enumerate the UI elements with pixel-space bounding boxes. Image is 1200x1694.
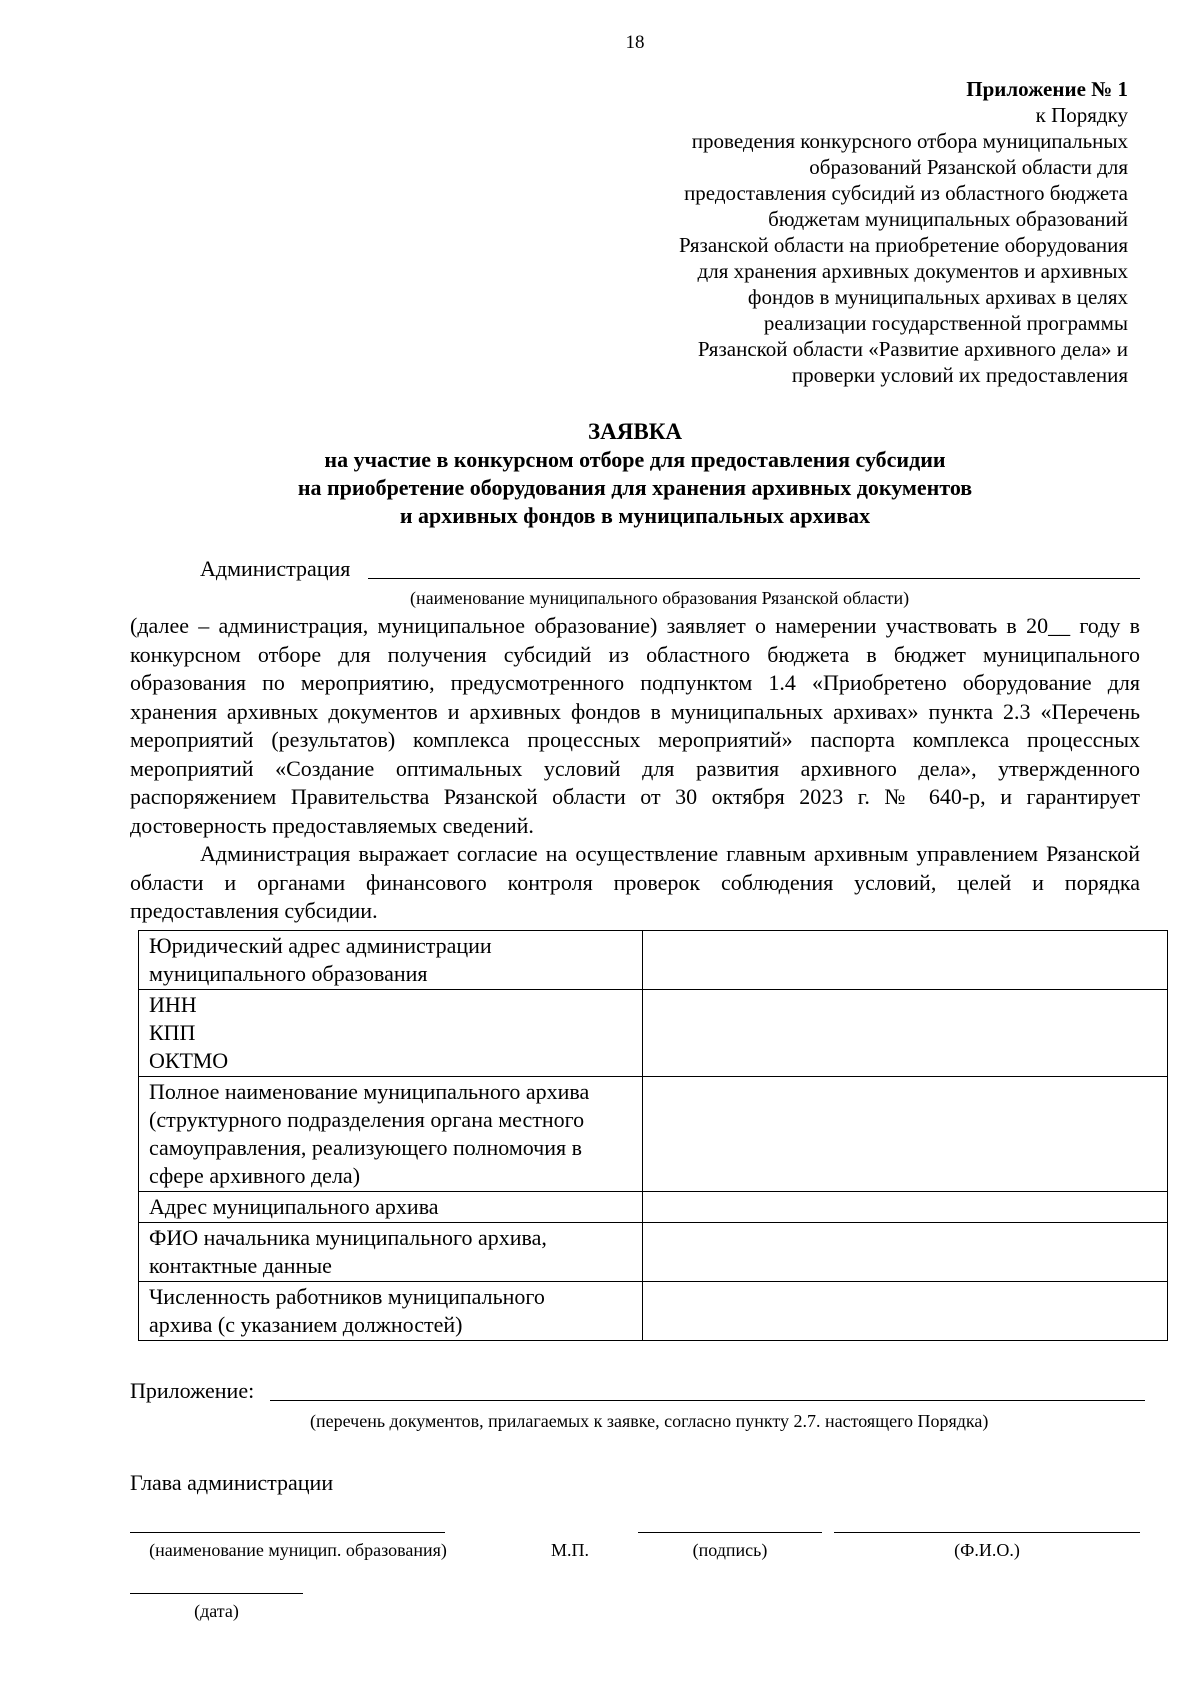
signature-hint: (подпись) <box>692 1540 768 1560</box>
application-subtitle-line: и архивных фондов в муниципальных архивах <box>399 503 871 528</box>
paragraph-consent: Администрация выражает согласие на осуществление главным архивным управлением Рязанской области и органами финансового контроля проверок соблюдения условий, целей и порядка предоставления субсидии. <box>130 841 1140 923</box>
table-row-value[interactable] <box>642 1077 1167 1192</box>
table-row <box>139 1077 1168 1192</box>
appendix-line: образований Рязанской области для <box>809 155 1128 179</box>
appendix-line: проведения конкурсного отбора муниципальных <box>691 129 1128 153</box>
attachment-hint: (перечень документов, прилагаемых к заявке, согласно пункту 2.7. настоящего Порядка) <box>310 1411 989 1431</box>
appendix-line: предоставления субсидий из областного бюджета <box>684 181 1128 205</box>
table-row <box>139 1192 1168 1223</box>
administration-label: Администрация <box>200 556 351 581</box>
table-row-label: Численность работников муниципального архива (с указанием должностей) <box>139 1282 643 1341</box>
table-row-value[interactable] <box>642 931 1167 990</box>
date-line[interactable] <box>130 1593 303 1594</box>
administration-blank-line[interactable] <box>368 578 1140 579</box>
table-row-value[interactable] <box>642 1282 1167 1341</box>
appendix-title: Приложение № 1 <box>966 77 1128 101</box>
table-row-value[interactable] <box>642 990 1167 1077</box>
application-subtitle-line: на участие в конкурсном отборе для предоставления субсидии <box>324 447 946 472</box>
municipality-name-line[interactable] <box>130 1532 445 1533</box>
table-row-label: ФИО начальника муниципального архива, контактные данные <box>139 1223 643 1282</box>
application-title: ЗАЯВКА <box>588 419 682 444</box>
appendix-line: проверки условий их предоставления <box>791 363 1128 387</box>
page-number: 18 <box>625 32 645 53</box>
table-row <box>139 931 1168 990</box>
table-row <box>139 990 1168 1077</box>
appendix-line: Рязанской области на приобретение оборудования <box>679 233 1128 257</box>
table-row-label: ИНН КПП ОКТМО <box>139 990 643 1077</box>
table-row-label: Адрес муниципального архива <box>139 1192 643 1223</box>
appendix-block <box>568 76 1128 388</box>
applicant-info-table <box>138 930 1168 1341</box>
table-row-value[interactable] <box>642 1223 1167 1282</box>
table-row-label: Юридический адрес администрации муниципального образования <box>139 931 643 990</box>
stamp-label: М.П. <box>550 1540 589 1560</box>
attachment-label: Приложение: <box>130 1378 255 1403</box>
table-row-label: Полное наименование муниципального архива (структурного подразделения органа местного самоуправления, реализующего полномочия в сфере архивного дела) <box>139 1077 643 1192</box>
body-text <box>130 612 1140 926</box>
head-of-administration-label: Глава администрации <box>130 1470 334 1495</box>
administration-hint: (наименование муниципального образования Рязанской области) <box>410 588 910 608</box>
full-name-line[interactable] <box>834 1532 1140 1533</box>
appendix-line: к Порядку <box>1035 103 1128 127</box>
date-hint: (дата) <box>194 1601 239 1621</box>
municipality-name-hint: (наименование муницип. образования) <box>149 1540 447 1560</box>
paragraph-intent: (далее – администрация, муниципальное образование) заявляет о намерении участвовать в 20__ году в конкурсном отборе для получения субсидий из областного бюджета в бюджет муниципального образования по мероприятию, предусмотренного подпунктом 1.4 «Приобретено оборудование для хранения архивных документов и архивных фондов в муниципальных архивах» пункта 2.3 «Перечень мероприятий (результатов) комплекса процессных мероприятий» паспорта комплекса процессных мероприятий «Создание оптимальных условий для развития архивного дела», утвержденного распоряжением Правительства Рязанской области от 30 октября 2023 г. № 640-р, и гарантирует достоверность предоставляемых сведений. <box>130 613 1140 838</box>
signature-line[interactable] <box>638 1532 822 1533</box>
appendix-line: для хранения архивных документов и архивных <box>697 259 1128 283</box>
appendix-line: бюджетам муниципальных образований <box>768 207 1128 231</box>
application-heading <box>0 418 1200 530</box>
attachment-blank-line[interactable] <box>270 1400 1145 1401</box>
administration-field[interactable] <box>200 556 1140 582</box>
full-name-hint: (Ф.И.О.) <box>954 1540 1020 1560</box>
table-row <box>139 1223 1168 1282</box>
attachment-field[interactable] <box>130 1378 1145 1404</box>
appendix-line: фондов в муниципальных архивах в целях <box>747 285 1128 309</box>
table-row-value[interactable] <box>642 1192 1167 1223</box>
application-subtitle-line: на приобретение оборудования для хранения архивных документов <box>297 475 973 500</box>
appendix-line: реализации государственной программы <box>763 311 1128 335</box>
table-row <box>139 1282 1168 1341</box>
appendix-line: Рязанской области «Развитие архивного дела» и <box>697 337 1128 361</box>
